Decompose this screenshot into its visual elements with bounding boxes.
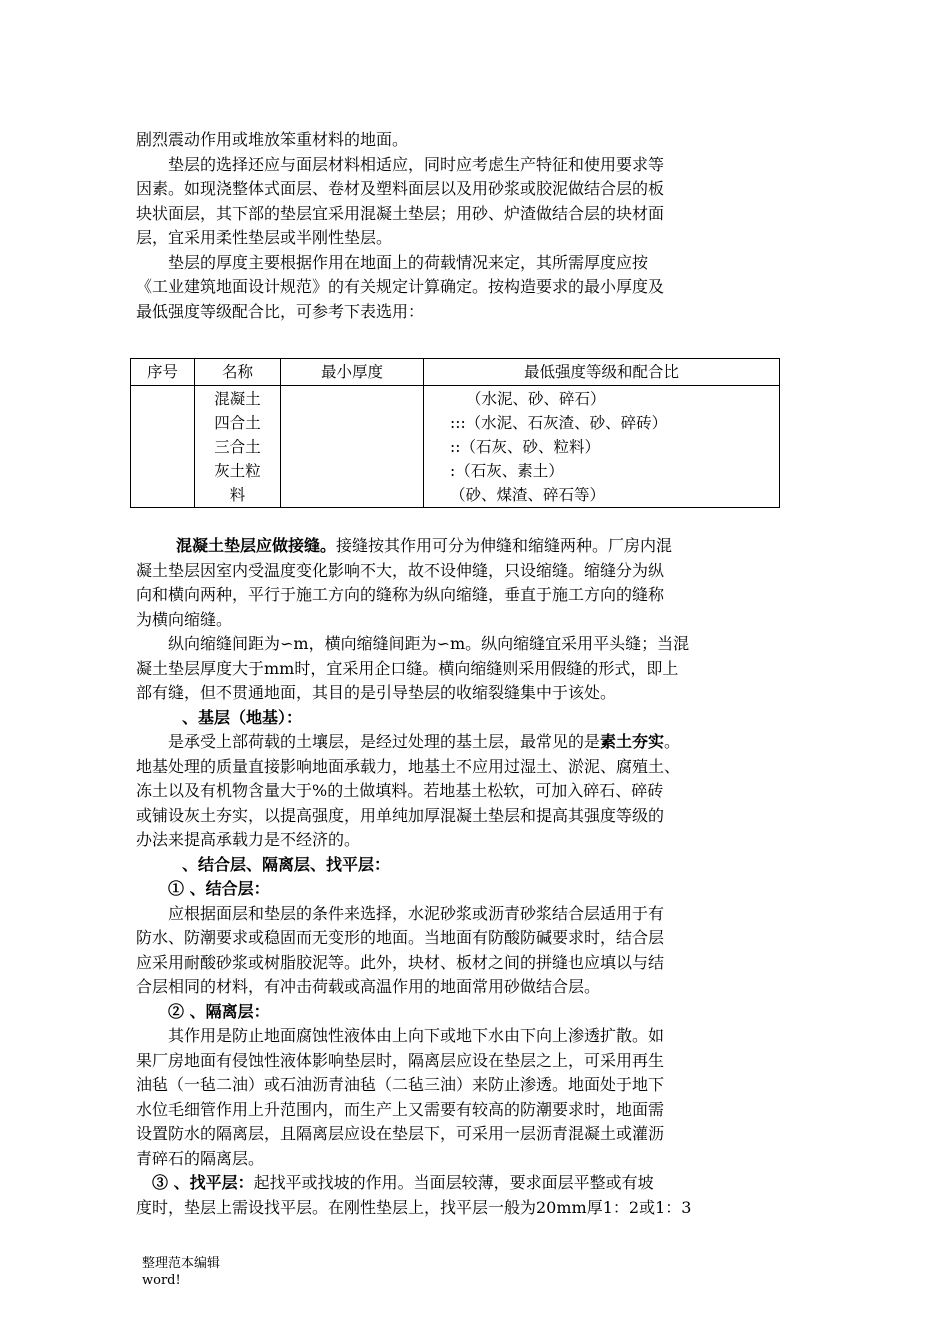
text-line: 果厂房地面有侵蚀性液体影响垫层时，隔离层应设在垫层之上，可采用再生 [136, 1050, 665, 1070]
text-line: 办法来提高承载力是不经济的。 [136, 830, 361, 849]
bold-lead: 混凝土垫层应做接缝。 [176, 536, 337, 555]
text-line: 是承受上部荷载的土壤层，是经过处理的基土层，最常见的是素土夯实。 [168, 732, 681, 751]
min-thickness-cell [281, 386, 424, 508]
subsection-heading: ③ 、找平层： [152, 1173, 254, 1192]
text-line: ③ 、找平层：起找平或找坡的作用。当面层较薄，要求面层平整或有坡 [152, 1173, 654, 1192]
col-header-min-thickness: 最小厚度 [281, 359, 424, 386]
text-line: 部有缝，但不贯通地面，其目的是引导垫层的收缩裂缝集中于该处。 [136, 683, 617, 702]
text-line: 凝土垫层厚度大于mm时，宜采用企口缝。横向缩缝则采用假缝的形式，即上 [136, 658, 679, 678]
footer-line: word! [142, 1273, 181, 1288]
col-header-name: 名称 [195, 359, 281, 386]
text-line: 防水、防潮要求或稳固而无变形的地面。当地面有防酸防碱要求时，结合层 [136, 928, 665, 947]
text-line: 《工业建筑地面设计规范》的有关规定计算确定。按构造要求的最小厚度及 [136, 277, 665, 296]
section-heading: 、基层（地基）： [182, 707, 303, 727]
ratio-line: ::（石灰、砂、粒料） [450, 438, 600, 456]
text-line: 地基处理的质量直接影响地面承载力，地基土不应用过湿土、淤泥、腐殖土、 [136, 756, 681, 776]
col-header-index: 序号 [131, 359, 195, 386]
text-line: 纵向缩缝间距为∽m，横向缩缝间距为∽m。纵向缩缝宜采用平头缝；当混 [168, 634, 690, 653]
name-line: 灰土粒 [214, 462, 261, 480]
subsection-heading: ① 、结合层： [168, 879, 270, 898]
text-line: 青碎石的隔离层。 [136, 1148, 265, 1168]
table-row [131, 386, 780, 508]
text-line: 块状面层，其下部的垫层宜采用混凝土垫层；用砂、炉渣做结合层的块材面 [136, 203, 665, 223]
text-line: 层，宜采用柔性垫层或半刚性垫层。 [136, 228, 393, 247]
name-cell [195, 386, 281, 508]
text-line: 凝土垫层因室内受温度变化影响不大，故不设伸缝，只设缩缝。缩缝分为纵 [136, 560, 665, 580]
text-line: 剧烈震动作用或堆放笨重材料的地面。 [136, 130, 409, 149]
ratio-line: :（石灰、素土） [450, 462, 564, 480]
spec-table [130, 358, 780, 508]
text-line: 混凝土垫层应做接缝。接缝按其作用可分为伸缝和缩缝两种。厂房内混 [176, 536, 673, 555]
footer-line: 整理范本编辑 [142, 1256, 221, 1271]
name-line: 三合土 [214, 438, 261, 456]
text-line: 冻土以及有机物含量大于%的土做填料。若地基土松软，可加入碎石、碎砖 [136, 781, 664, 800]
text-line: 合层相同的材料，有冲击荷载或高温作用的地面常用砂做结合层。 [136, 977, 601, 996]
text-line: 垫层的厚度主要根据作用在地面上的荷载情况来定，其所需厚度应按 [168, 252, 649, 272]
text-line: 水位毛细管作用上升范围内，而生产上又需要有较高的防潮要求时，地面需 [136, 1099, 665, 1119]
text-line: 设置防水的隔离层，且隔离层应设在垫层下，可采用一层沥青混凝土或灌沥 [136, 1124, 665, 1143]
text-line: 度时，垫层上需设找平层。在刚性垫层上，找平层一般为20mm厚1：2或1：3 [136, 1197, 692, 1217]
ratio-cell [424, 386, 780, 508]
ratio-line: （砂、煤渣、碎石等） [450, 486, 606, 504]
text-line: 油毡（一毡二油）或石油沥青油毡（二毡三油）来防止渗透。地面处于地下 [136, 1075, 665, 1094]
text-line: 向和横向两种，平行于施工方向的缝称为纵向缩缝，垂直于施工方向的缝称 [136, 585, 665, 604]
text-line: 垫层的选择还应与面层材料相适应，同时应考虑生产特征和使用要求等 [168, 154, 665, 174]
name-line: 混凝土 [214, 390, 261, 408]
name-line: 料 [229, 486, 246, 504]
section-heading: 、结合层、隔离层、找平层： [182, 854, 391, 874]
text-line: 应采用耐酸砂浆或树脂胶泥等。此外，块材、板材之间的拼缝也应填以与结 [136, 952, 665, 972]
ratio-line: （水泥、砂、碎石） [466, 390, 606, 408]
subsection-heading: ② 、隔离层： [168, 1001, 270, 1021]
text-line: 因素。如现浇整体式面层、卷材及塑料面层以及用砂浆或胶泥做结合层的板 [136, 179, 665, 198]
page-footer [142, 1255, 220, 1289]
text-line: 或铺设灰土夯实，以提高强度，用单纯加厚混凝土垫层和提高其强度等级的 [136, 805, 665, 825]
text-line: 应根据面层和垫层的条件来选择，水泥砂浆或沥青砂浆结合层适用于有 [168, 903, 665, 923]
table-header-row [131, 359, 780, 386]
text-line: 为横向缩缝。 [136, 609, 233, 629]
text-line: 最低强度等级配合比，可参考下表选用： [136, 301, 425, 321]
text-line: 其作用是防止地面腐蚀性液体由上向下或地下水由下向上渗透扩散。如 [168, 1026, 665, 1045]
bold-term: 素土夯实 [600, 732, 665, 751]
col-header-strength-ratio: 最低强度等级和配合比 [424, 359, 780, 386]
document-body-continued [136, 534, 786, 1220]
ratio-line: :::（水泥、石灰渣、砂、碎砖） [450, 414, 668, 432]
document-body [136, 128, 786, 324]
index-cell [131, 386, 195, 508]
name-line: 四合土 [214, 414, 261, 432]
